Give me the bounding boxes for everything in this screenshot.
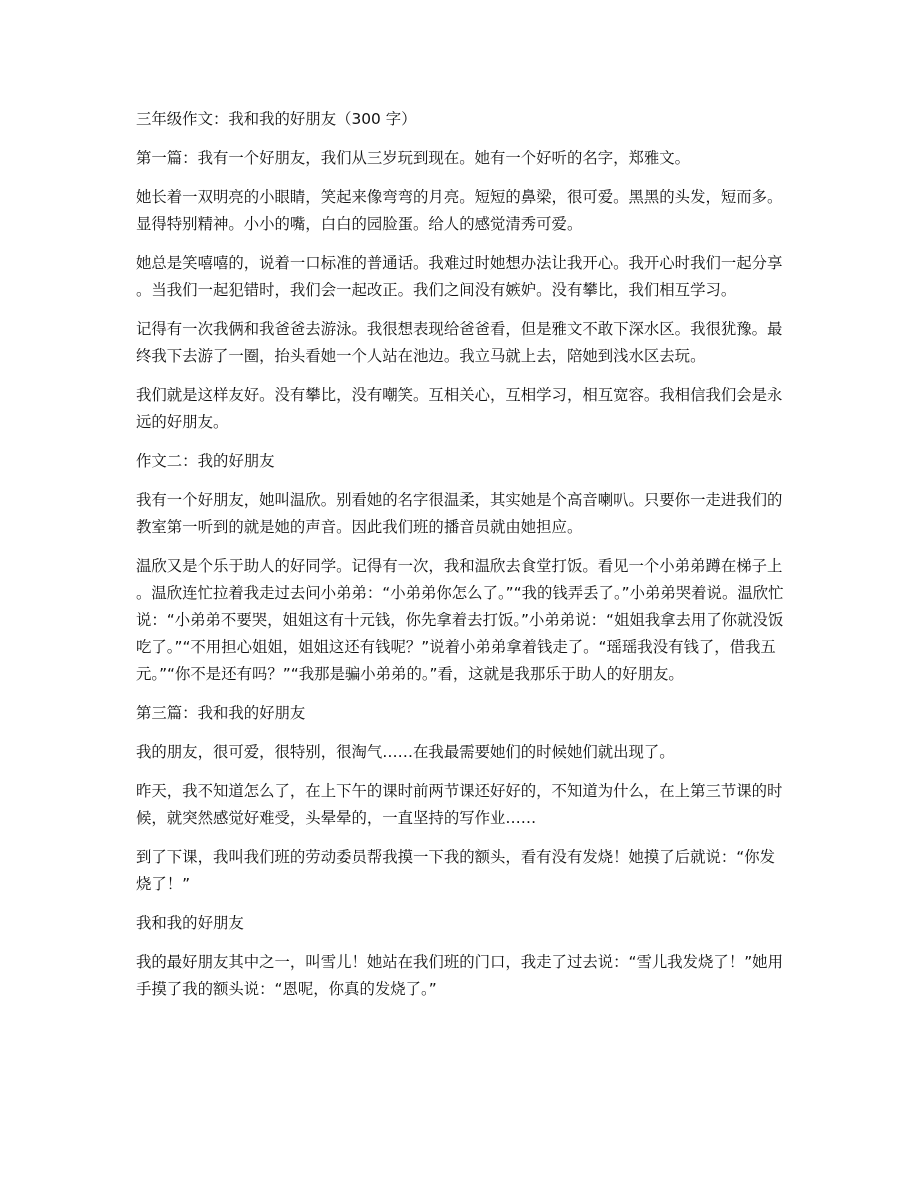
paragraph: 记得有一次我俩和我爸爸去游泳。我很想表现给爸爸看，但是雅文不敢下深水区。我很犹豫。最终我下去游了一圈，抬头看她一个人站在池边。我立马就上去，陪她到浅水区去玩。 (136, 320, 783, 365)
section-heading: 作文二：我的好朋友 (136, 452, 275, 470)
section-heading: 第三篇：我和我的好朋友 (136, 704, 306, 722)
paragraph: 她长着一双明亮的小眼睛，笑起来像弯弯的月亮。短短的鼻梁，很可爱。黑黑的头发，短而多。显得特别精神。小小的嘴，白白的园脸蛋。给人的感觉清秀可爱。 (136, 188, 783, 233)
paragraph: 温欣又是个乐于助人的好同学。记得有一次，我和温欣去食堂打饭。看见一个小弟弟蹲在梯子上。温欣连忙拉着我走过去问小弟弟：“小弟弟你怎么了。”“我的钱弄丢了。”小弟弟哭着说。温欣忙说：“小弟弟不要哭，姐姐这有十元钱，你先拿着去打饭。”小弟弟说：“姐姐我拿去用了你就没饭吃了。”“不用担心姐姐，姐姐这还有钱呢？”说着小弟弟拿着钱走了。“瑶瑶我没有钱了，借我五元。”“你不是还有吗？”“我那是骗小弟弟的。”看，这就是我那乐于助人的好朋友。 (136, 557, 784, 683)
paragraph: 第一篇：我有一个好朋友，我们从三岁玩到现在。她有一个好听的名字，郑雅文。 (136, 149, 691, 167)
paragraph: 我有一个好朋友，她叫温欣。别看她的名字很温柔，其实她是个高音喇叭。只要你一走进我们的教室第一听到的就是她的声音。因此我们班的播音员就由她担应。 (136, 491, 783, 536)
section-heading: 我和我的好朋友 (136, 914, 244, 932)
paragraph: 到了下课，我叫我们班的劳动委员帮我摸一下我的额头，看有没有发烧！她摸了后就说：“你发烧了！” (136, 848, 775, 893)
paragraph: 我的朋友，很可爱，很特别，很淘气……在我最需要她们的时候她们就出现了。 (136, 743, 675, 761)
paragraph: 昨天，我不知道怎么了，在上下午的课时前两节课还好好的，不知道为什么，在上第三节课的时候，就突然感觉好难受，头晕晕的，一直坚持的写作业…… (136, 782, 783, 827)
paragraph: 她总是笑嘻嘻的，说着一口标准的普通话。我难过时她想办法让我开心。我开心时我们一起分享。当我们一起犯错时，我们会一起改正。我们之间没有嫉妒。没有攀比，我们相互学习。 (136, 254, 783, 299)
document-body (136, 106, 784, 1015)
paragraph: 我们就是这样友好。没有攀比，没有嘲笑。互相关心，互相学习，相互宽容。我相信我们会是永远的好朋友。 (136, 386, 783, 431)
paragraph: 我的最好朋友其中之一，叫雪儿！她站在我们班的门口，我走了过去说：“雪儿我发烧了！”她用手摸了我的额头说：“恩呢，你真的发烧了。” (136, 953, 783, 998)
document-title: 三年级作文：我和我的好朋友（300 字） (136, 110, 417, 128)
